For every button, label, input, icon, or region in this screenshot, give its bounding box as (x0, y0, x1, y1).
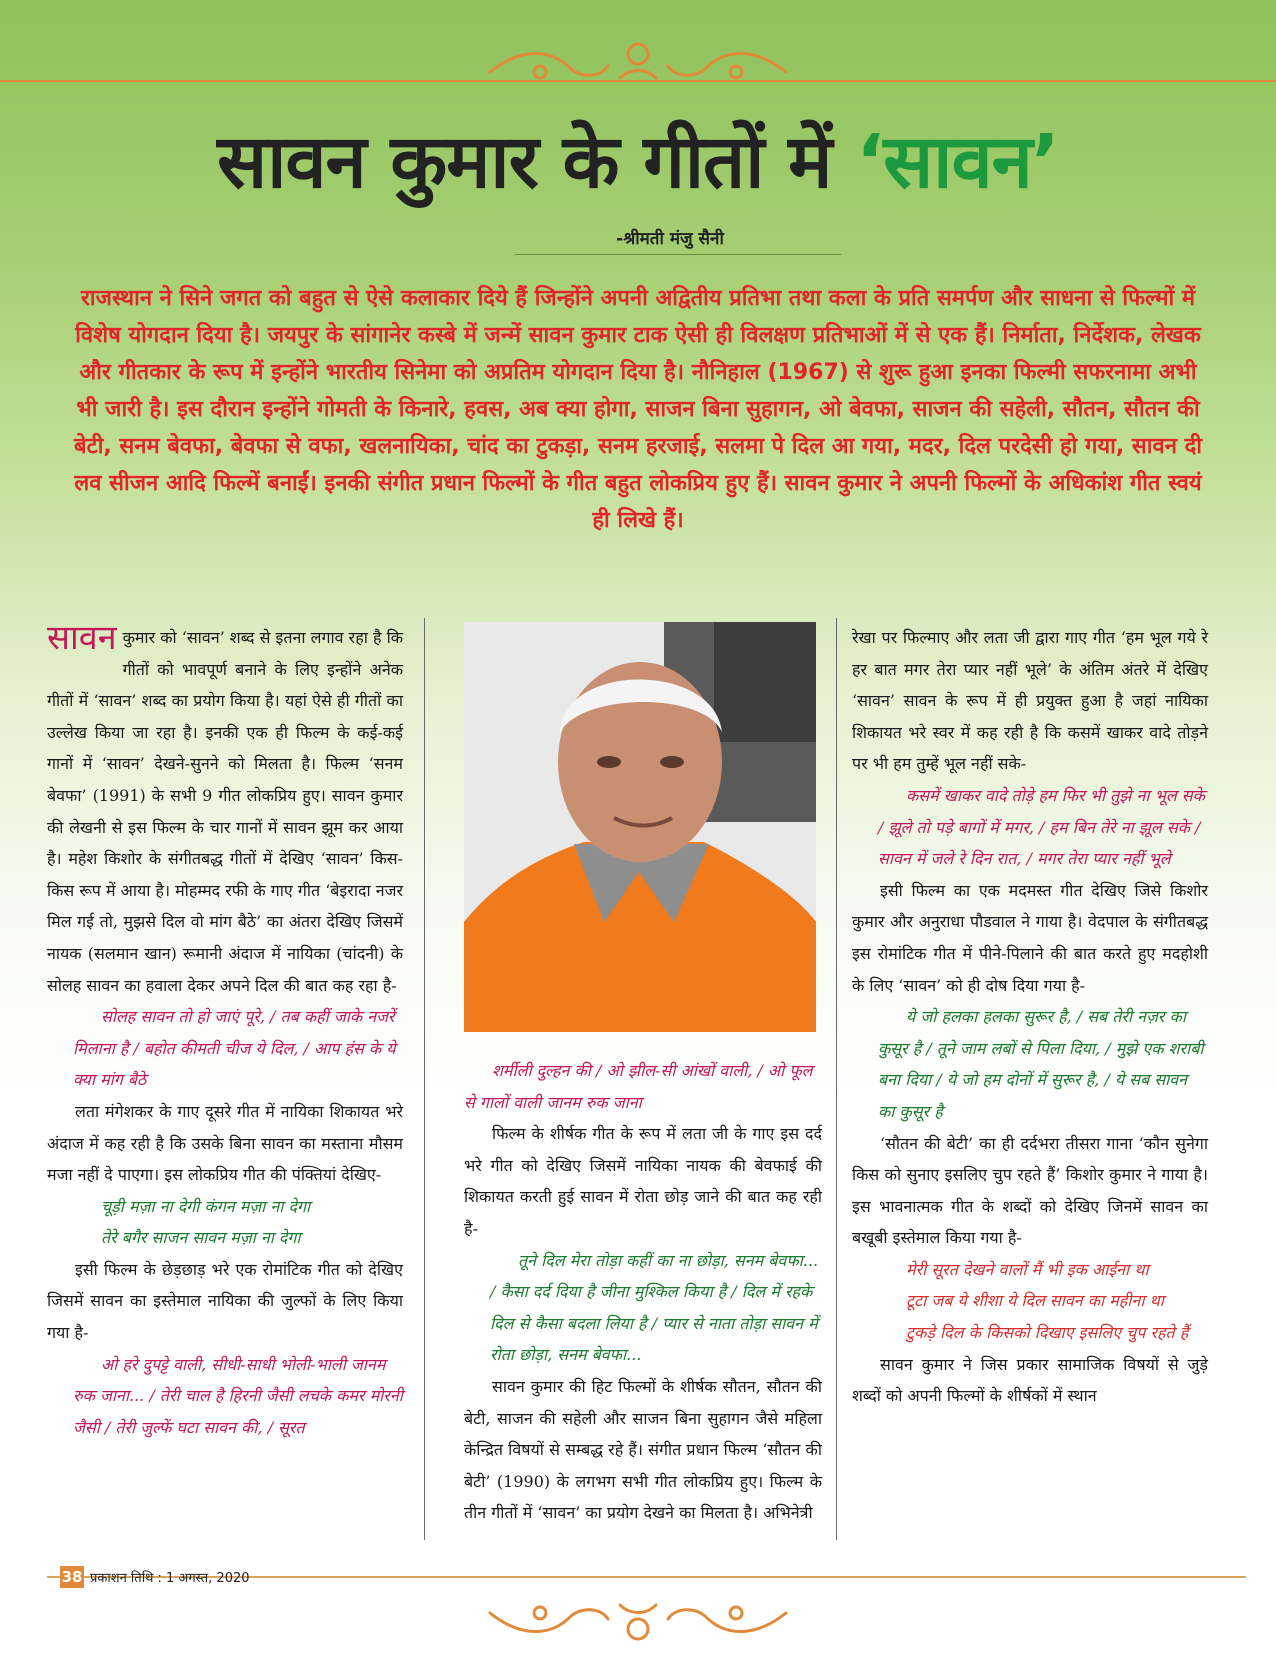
title-main: सावन कुमार के गीतों में (217, 119, 832, 205)
byline-rule (515, 254, 841, 255)
col1-verse-1: सोलह सावन तो हो जाएं पूरे, / तब कहीं जाके नजरें मिलाना है / बहोत कीमती चीज ये दिल, / आप हंस के ये क्या मांग बैठे (73, 1007, 396, 1090)
author-photo (464, 622, 816, 1032)
page-number: 38 (61, 1568, 83, 1586)
publication-date: प्रकाशन तिथि : 1 अगस्त, 2020 (90, 1571, 250, 1586)
author-byline: -श्रीमती मंजु सैनी (616, 229, 724, 249)
col3-verse-3c: टुकड़े दिल के किसको दिखाए इसलिए चुप रहते हैं (906, 1323, 1189, 1343)
column-1 (47, 618, 403, 1443)
col1-paragraph-1: कुमार को ‘सावन’ शब्द से इतना लगाव रहा है कि गीतों को भावपूर्ण बनाने के लिए इन्होंने अनेक गीतों में ‘सावन’ शब्द का प्रयोग किया है। यहां ऐसे ही गीतों का उल्लेख किया जा रहा है। इनकी एक ही फिल्म के कई-कई गानों में ‘सावन’ देखने-सुनने को मिलता है। फिल्म ‘सनम बेवफा’ (1991) के सभी 9 गीत लोकप्रिय हुए। सावन कुमार की लेखनी से इस फिल्म के चार गानों में सावन झूम कर आया है। महेश किशोर के संगीतबद्ध गीतों में देखिए ‘सावन’ किस-किस रूप में आया है। मोहम्मद रफी के गाए गीत ‘बेइरादा नजर मिल गई तो, मुझसे दिल वो मांग बैठे’ का अंतरा देखिए जिसमें नायक (सलमान खान) रूमानी अंदाज में नायिका (चांदनी) के सोलह सावन का हवाला देकर अपने दिल की बात कह रहा है- (47, 628, 403, 995)
title-accent: ‘सावन’ (856, 119, 1059, 205)
dropcap: सावन (47, 618, 117, 658)
col3-paragraph-2: इसी फिल्म का एक मदमस्त गीत देखिए जिसे किशोर कुमार और अनुराधा पौडवाल ने गाया है। वेदपाल के संगीतबद्ध इस रोमांटिक गीत में पीने-पिलाने की बात करते हुए मदहोशी के लिए ‘सावन’ को ही दोष दिया गया है- (852, 880, 1208, 995)
col3-paragraph-4: सावन कुमार ने जिस प्रकार सामाजिक विषयों से जुड़े शब्दों को अपनी फिल्मों के शीर्षकों में स्थान (852, 1354, 1208, 1406)
col1-verse-2b: तेरे बगैर साजन सावन मज़ा ना देगा (101, 1228, 301, 1248)
col2-paragraph-2: सावन कुमार की हिट फिल्मों के शीर्षक सौतन, सौतन की बेटी, साजन की सहेली और साजन बिना सुहागन जैसे महिला केन्द्रित विषयों से सम्बद्ध रहे हैं। संगीत प्रधान फिल्म ‘सौतन की बेटी’ (1990) के लगभग सभी गीत लोकप्रिय हुए। फिल्म के तीन गीतों में ‘सावन’ का प्रयोग देखने का मिलता है। अभिनेत्री (464, 1376, 822, 1523)
column-3 (852, 622, 1208, 1412)
col3-verse-3b: टूटा जब ये शीशा ये दिल सावन का महीना था (906, 1291, 1164, 1311)
column-2 (464, 1055, 822, 1529)
decorative-ornament-icon (480, 38, 796, 90)
intro-paragraph: राजस्थान ने सिने जगत को बहुत से ऐसे कलाकार दिये हैं जिन्होंने अपनी अद्वितीय प्रतिभा तथा कला के प्रति समर्पण और साधना से फिल्मों में विशेष योगदान दिया है। जयपुर के सांगानेर कस्बे में जन्में सावन कुमार टाक ऐसी ही विलक्षण प्रतिभाओं में से एक हैं। निर्माता, निर्देशक, लेखक और गीतकार के रूप में इन्होंने भारतीय सिनेमा को अप्रतिम योगदान दिया है। नौनिहाल (1967) से शुरू हुआ इनका फिल्मी सफरनामा अभी भी जारी है। इस दौरान इन्होंने गोमती के किनारे, हवस, अब क्या होगा, साजन बिना सुहागन, ओ बेवफा, साजन की सहेली, सौतन, सौतन की बेटी, सनम बेवफा, बेवफा से वफा, खलनायिका, चांद का टुकड़ा, सनम हरजाई, सलमा पे दिल आ गया, मदर, दिल परदेसी हो गया, सावन दी लव सीजन आदि फिल्में बनाईं। इनकी संगीत प्रधान फिल्मों के गीत बहुत लोकप्रिय हुए हैं। सावन कुमार ने अपनी फिल्मों के अधिकांश गीत स्वयं ही लिखे हैं। (74, 286, 1202, 533)
col1-paragraph-2: लता मंगेशकर के गाए दूसरे गीत में नायिका शिकायत भरे अंदाज में कह रही है कि उसके बिना सावन का मस्ताना मौसम मजा नहीं दे पाएगा। इस लोकप्रिय गीत की पंक्तियां देखिए- (47, 1101, 403, 1185)
col3-verse-1: कसमें खाकर वादे तोड़े हम फिर भी तुझे ना भूल सके / झूले तो पड़े बागों में मगर, / हम बिन तेरे ना झूल सके / सावन में जले रे दिन रात, / मगर तेरा प्यार नहीं भूले (878, 785, 1205, 869)
col3-paragraph-3: ‘सौतन की बेटी’ का ही दर्दभरा तीसरा गाना ‘कौन सुनेगा किस को सुनाए इसलिए चुप रहते हैं’ किशोर कुमार ने गाया है। इस भावनात्मक गीत के शब्दों को देखिए जिनमें सावन का बखूबी इस्तेमाल किया गया है- (852, 1133, 1208, 1248)
col1-verse-3: ओ हरे दुपट्टे वाली, सीधी-साधी भोली-भाली जानम रुक जाना... / तेरी चाल है हिरनी जैसी लचके कमर मोरनी जैसी / तेरी जुल्फें घटा सावन की, / सूरत (73, 1354, 403, 1437)
portrait-image (464, 622, 816, 1032)
col1-paragraph-3: इसी फिल्म के छेड़छाड़ भरे एक रोमांटिक गीत को देखिए जिसमें सावन का इस्तेमाल नायिका की जुल्फों के लिए किया गया है- (47, 1259, 403, 1343)
col3-verse-2: ये जो हलका हलका सुरूर है, / सब तेरी नज़र का कुसूर है / तूने जाम लबों से पिला दिया, / मुझे एक शराबी बना दिया / ये जो हम दोनों में सुरूर है, / ये सब सावन का कुसूर है (878, 1007, 1204, 1121)
column-divider (424, 618, 425, 1540)
column-divider (836, 618, 837, 1540)
col3-verse-3a: मेरी सूरत देखने वालों मैं भी इक आईना था (906, 1259, 1149, 1279)
decorative-ornament-icon (480, 1593, 796, 1645)
col1-verse-2a: चूड़ी मज़ा ना देगी कंगन मज़ा ना देगा (101, 1196, 311, 1216)
col3-paragraph-1: रेखा पर फिल्माए और लता जी द्वारा गाए गीत ‘हम भूल गये रे हर बात मगर तेरा प्यार नहीं भूले’ के अंतिम अंतरे में देखिए ‘सावन’ सावन के रूप में ही प्रयुक्त हुआ है जहां नायिका शिकायत भरे स्वर में कह रही है कि कसमें खाकर वादे तोड़ने पर भी हम तुम्हें भूल नहीं सके- (852, 628, 1208, 774)
col2-paragraph-1: फिल्म के शीर्षक गीत के रूप में लता जी के गाए इस दर्द भरे गीत को देखिए जिसमें नायिका नायक की बेवफाई की शिकायत करती हुई सावन में रोता छोड़ जाने की बात कह रही है- (464, 1124, 822, 1238)
article-title (0, 112, 1276, 212)
col2-verse-1: शर्मीली दुल्हन की / ओ झील-सी आंखों वाली, / ओ फूल से गालों वाली जानम रुक जाना (464, 1061, 813, 1112)
col2-verse-2: तूने दिल मेरा तोड़ा कहीं का ना छोड़ा, सनम बेवफा... / कैसा दर्द दिया है जीना मुश्किल किया है / दिल में रहके दिल से कैसा बदला लिया है / प्यार से नाता तोड़ा सावन में रोता छोड़ा, सनम बेवफा... (490, 1250, 819, 1365)
